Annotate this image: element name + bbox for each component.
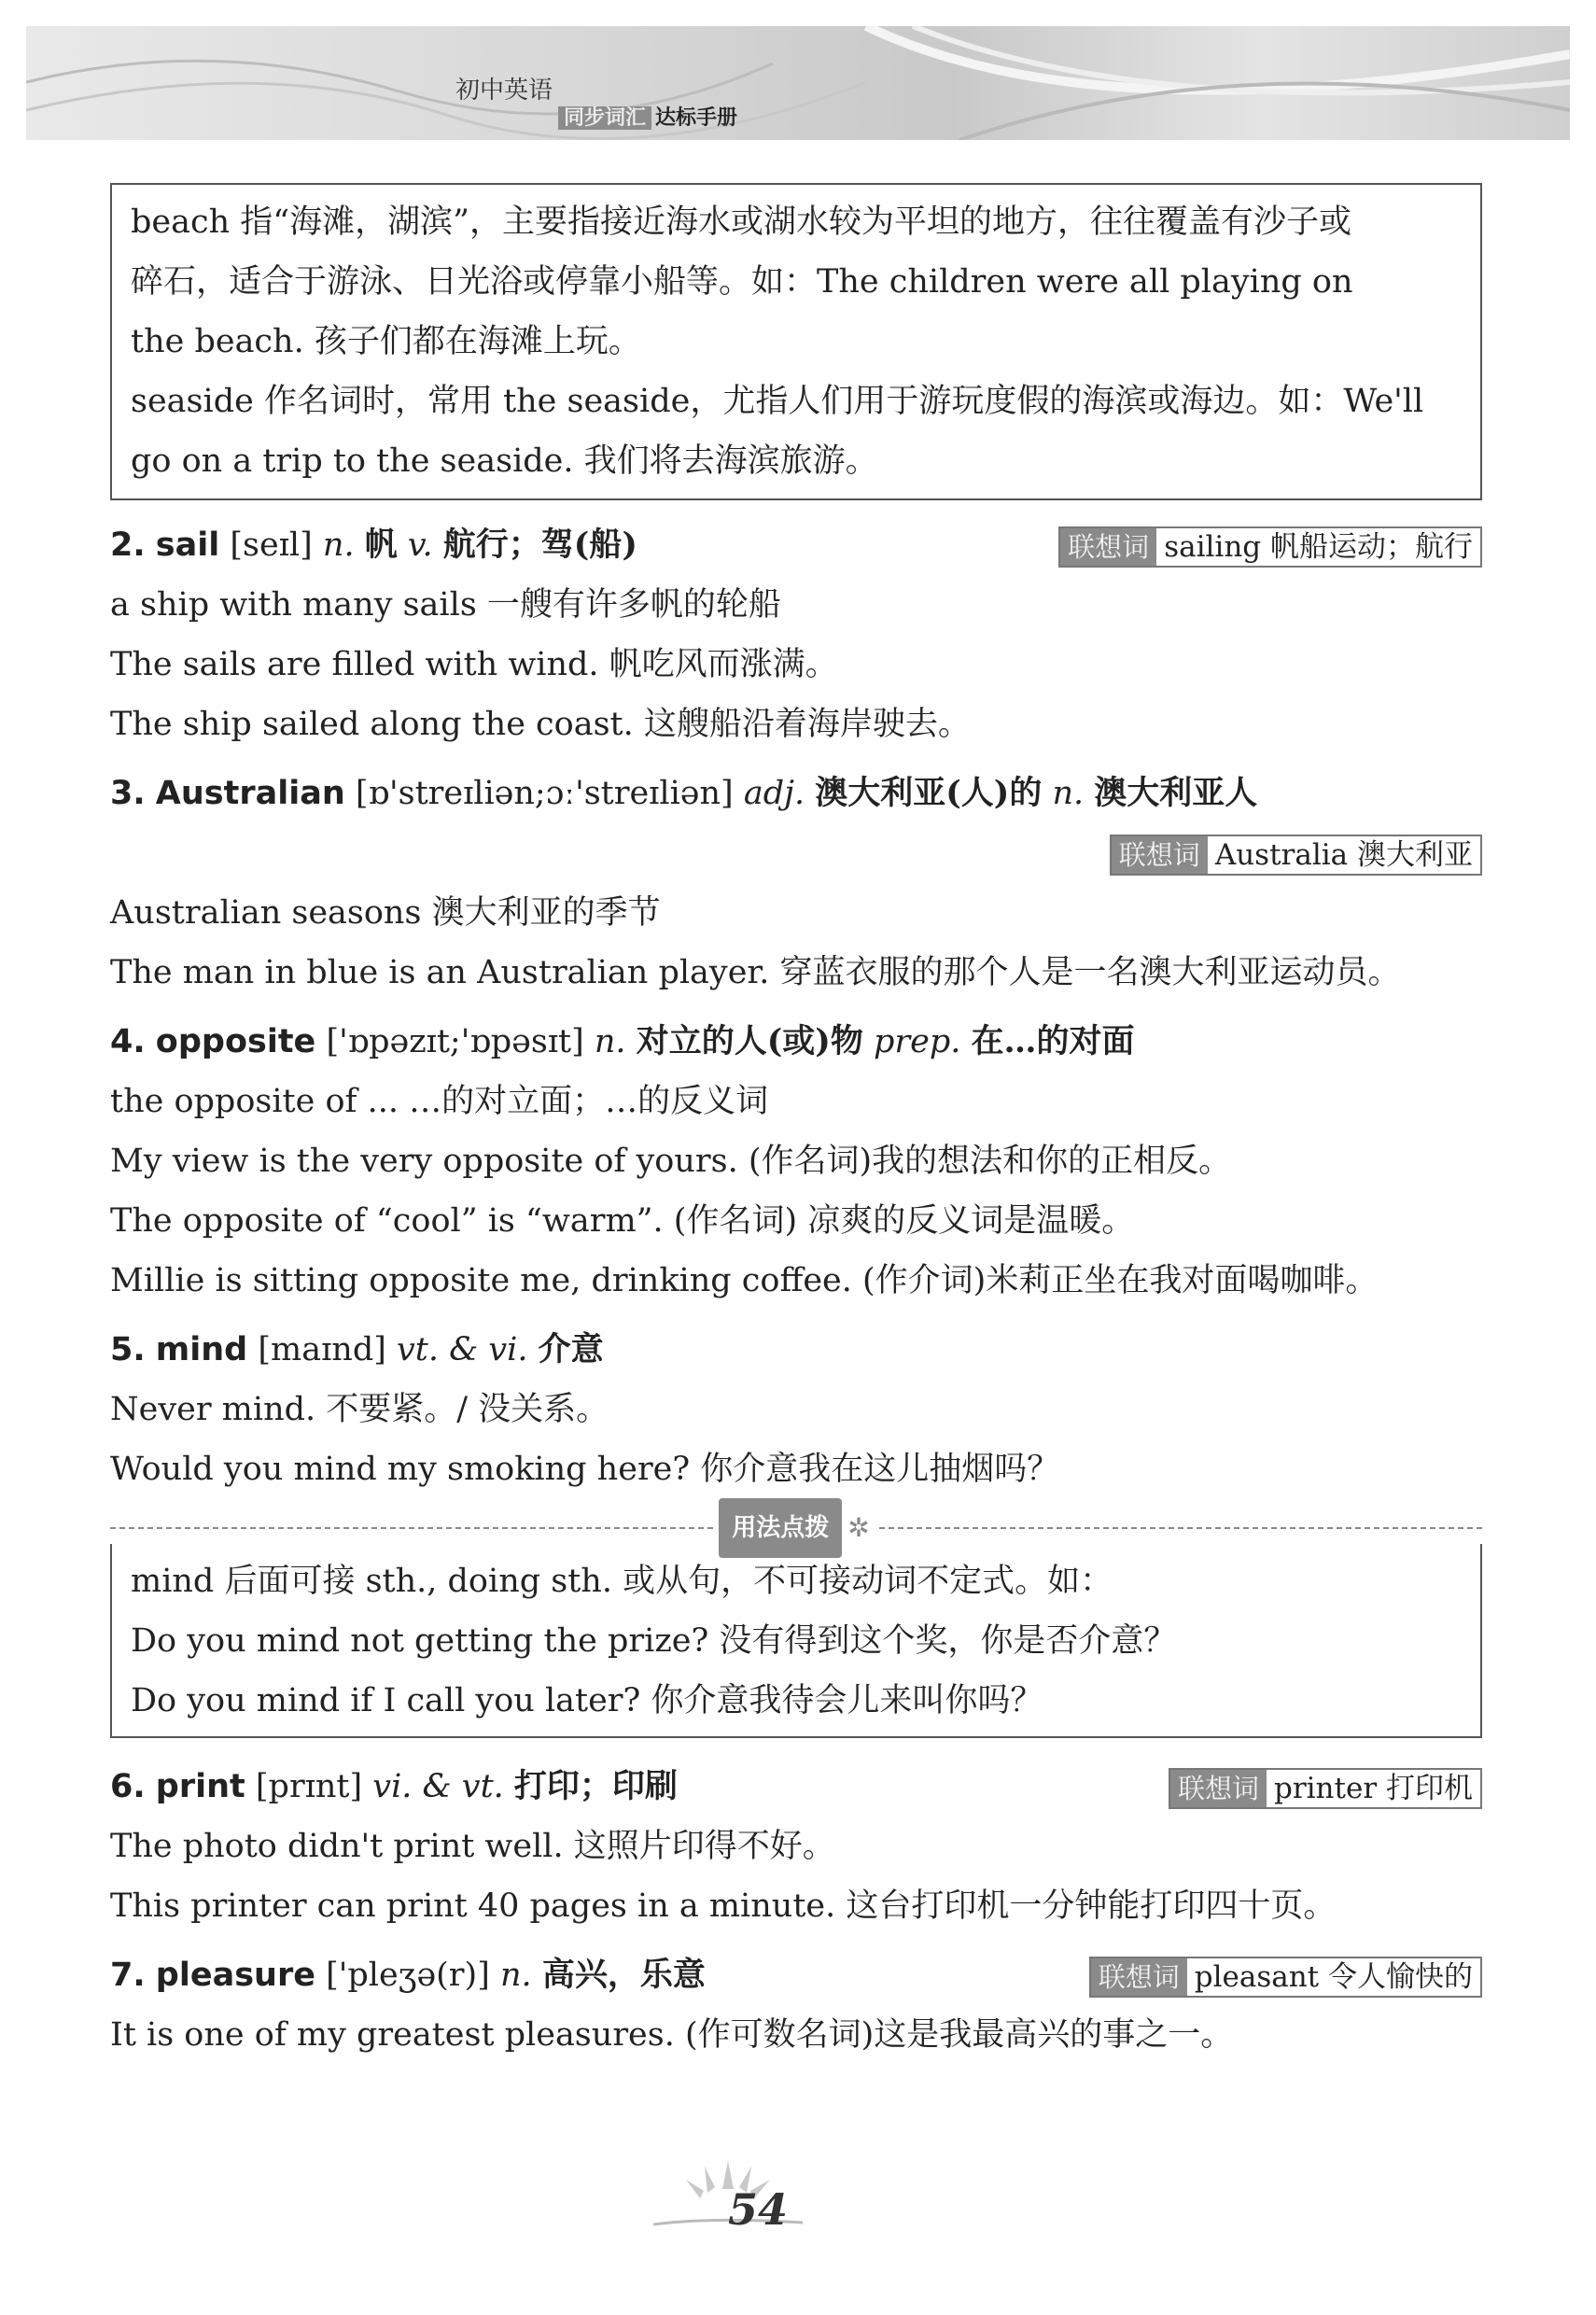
usage-tip-divider xyxy=(110,1527,713,1529)
entry-pos: adj. xyxy=(743,775,805,812)
associated-word-value: pleasant 令人愉快的 xyxy=(1187,1958,1480,1996)
note-line: seaside 作名词时，常用 the seaside，尤指人们用于游玩度假的海滨或海边。如：We'll xyxy=(131,383,1424,420)
entry-pos: n. xyxy=(322,526,355,564)
entry-heading xyxy=(110,764,1482,823)
entry-heading xyxy=(110,515,1482,575)
entry-heading xyxy=(110,1320,1482,1380)
book-subtitle-rest: 达标手册 xyxy=(655,106,738,130)
example-sentence: The sails are filled with wind. 帆吃风而涨满。 xyxy=(110,646,838,683)
entry-pos: v. xyxy=(407,526,433,564)
entry-definition: 澳大利亚人 xyxy=(1094,774,1258,812)
entry-definition: 在…的对面 xyxy=(971,1022,1135,1060)
associated-word-box xyxy=(1089,1957,1482,1998)
entry-word: print xyxy=(155,1768,245,1805)
entry-phonetic: [maɪnd] xyxy=(258,1331,386,1368)
book-subtitle xyxy=(558,105,737,133)
entry-pos: n. xyxy=(594,1023,626,1060)
tip-line: Do you mind if I call you later? 你介意我待会儿来叫你吗？ xyxy=(131,1682,1043,1719)
entry-number: 3. xyxy=(110,775,146,812)
entry-number: 7. xyxy=(110,1957,146,1994)
snowflake-icon: ✲ xyxy=(847,1512,870,1543)
example-sentence: Never mind. 不要紧。/ 没关系。 xyxy=(110,1391,609,1428)
entry-word: mind xyxy=(155,1331,248,1368)
example-sentence: It is one of my greatest pleasures. (作可数名词)这是我最高兴的事之一。 xyxy=(110,2016,1234,2054)
entry-pos: vt. & vi. xyxy=(397,1331,528,1368)
tip-line: Do you mind not getting the prize? 没有得到这个奖，你是否介意？ xyxy=(131,1622,1177,1660)
example-sentence: Millie is sitting opposite me, drinking coffee. (作介词)米莉正坐在我对面喝咖啡。 xyxy=(110,1262,1379,1299)
example-sentence: Would you mind my smoking here? 你介意我在这儿抽烟吗？ xyxy=(110,1451,1060,1488)
entry-phonetic: [ɒ'streɪliən;ɔː'streɪliən] xyxy=(355,775,734,812)
usage-tip-divider xyxy=(879,1527,1482,1529)
entry-heading xyxy=(110,1012,1482,1072)
entry-pos: n. xyxy=(1052,775,1085,812)
usage-tip-label: 用法点拨 xyxy=(719,1498,842,1558)
entry-phonetic: ['pleʒə(r)] xyxy=(326,1957,490,1994)
entry-definition: 打印；印刷 xyxy=(513,1767,678,1805)
book-series-title: 初中英语 xyxy=(455,77,553,105)
entry-number: 5. xyxy=(110,1331,146,1368)
entry-heading xyxy=(110,1945,1482,2005)
example-sentence: The man in blue is an Australian player. 穿蓝衣服的那个人是一名澳大利亚运动员。 xyxy=(110,954,1401,991)
associated-word-value: printer 打印机 xyxy=(1267,1770,1480,1807)
entry-definition: 澳大利亚(人)的 xyxy=(815,774,1043,812)
entry-phonetic: [seɪl] xyxy=(230,526,313,564)
associated-word-tag: 联想词 xyxy=(1170,1770,1267,1807)
entry-word: opposite xyxy=(155,1023,316,1060)
note-line: 碎石，适合于游泳、日光浴或停靠小船等。如：The children were all playing on xyxy=(131,263,1353,301)
associated-word-box xyxy=(1169,1768,1482,1809)
entry-number: 4. xyxy=(110,1023,146,1060)
tip-line: mind 后面可接 sth., doing sth. 或从句，不可接动词不定式。如： xyxy=(131,1563,1113,1600)
example-sentence: My view is the very opposite of yours. (作名词)我的想法和你的正相反。 xyxy=(110,1143,1232,1180)
page-content xyxy=(110,183,1482,2065)
book-subtitle-highlight: 同步词汇 xyxy=(558,106,651,130)
entry-sail xyxy=(110,515,1482,754)
header-swirl-decoration xyxy=(26,26,1570,140)
beach-seaside-note-box xyxy=(110,183,1482,500)
note-line: beach 指“海滩，湖滨”，主要指接近海水或湖水较为平坦的地方，往往覆盖有沙子或 xyxy=(131,203,1352,241)
associated-word-tag: 联想词 xyxy=(1112,836,1208,874)
example-sentence: the opposite of ... …的对立面；…的反义词 xyxy=(110,1083,769,1120)
entry-phonetic: ['ɒpəzɪt;'ɒpəsɪt] xyxy=(326,1023,584,1060)
entry-phonetic: [prɪnt] xyxy=(255,1768,363,1805)
associated-word-row xyxy=(110,823,1482,883)
associated-word-box xyxy=(1058,526,1482,568)
associated-word-value: sailing 帆船运动；航行 xyxy=(1156,528,1480,566)
usage-tip-header xyxy=(110,1512,1482,1544)
associated-word-box xyxy=(1110,835,1482,876)
page-header xyxy=(26,26,1570,140)
entry-pos: prep. xyxy=(873,1023,961,1060)
entry-australian xyxy=(110,764,1482,1003)
usage-tip-box xyxy=(110,1544,1482,1738)
usage-tip xyxy=(110,1512,1482,1738)
note-line: go on a trip to the seaside. 我们将去海滨旅游。 xyxy=(131,442,878,480)
entry-definition: 帆 xyxy=(364,526,398,564)
entry-definition: 对立的人(或)物 xyxy=(636,1022,863,1060)
example-sentence: a ship with many sails 一艘有许多帆的轮船 xyxy=(110,586,781,624)
entry-definition: 介意 xyxy=(538,1330,604,1368)
entry-word: sail xyxy=(155,526,220,564)
entry-definition: 高兴，乐意 xyxy=(541,1956,706,1994)
entry-mind xyxy=(110,1320,1482,1738)
example-sentence: The ship sailed along the coast. 这艘船沿着海岸驶去。 xyxy=(110,706,971,743)
associated-word-tag: 联想词 xyxy=(1060,528,1156,566)
page-number: 54 xyxy=(728,2184,789,2235)
entry-print xyxy=(110,1757,1482,1936)
entry-heading xyxy=(110,1757,1482,1817)
entry-opposite xyxy=(110,1012,1482,1311)
entry-word: Australian xyxy=(155,775,345,812)
entry-pos: vi. & vt. xyxy=(372,1768,504,1805)
associated-word-tag: 联想词 xyxy=(1091,1958,1187,1996)
entry-pleasure xyxy=(110,1945,1482,2065)
entry-pos: n. xyxy=(500,1957,532,1994)
example-sentence: Australian seasons 澳大利亚的季节 xyxy=(110,894,661,932)
note-line: the beach. 孩子们都在海滩上玩。 xyxy=(131,323,641,360)
entry-number: 2. xyxy=(110,526,146,564)
example-sentence: This printer can print 40 pages in a minute. 这台打印机一分钟能打印四十页。 xyxy=(110,1887,1337,1925)
example-sentence: The photo didn't print well. 这照片印得不好。 xyxy=(110,1828,835,1865)
entry-number: 6. xyxy=(110,1768,146,1805)
associated-word-value: Australia 澳大利亚 xyxy=(1208,836,1480,874)
entry-word: pleasure xyxy=(155,1957,315,1994)
entry-definition: 航行；驾(船) xyxy=(442,526,637,564)
example-sentence: The opposite of “cool” is “warm”. (作名词) 凉爽的反义词是温暖。 xyxy=(110,1202,1135,1240)
